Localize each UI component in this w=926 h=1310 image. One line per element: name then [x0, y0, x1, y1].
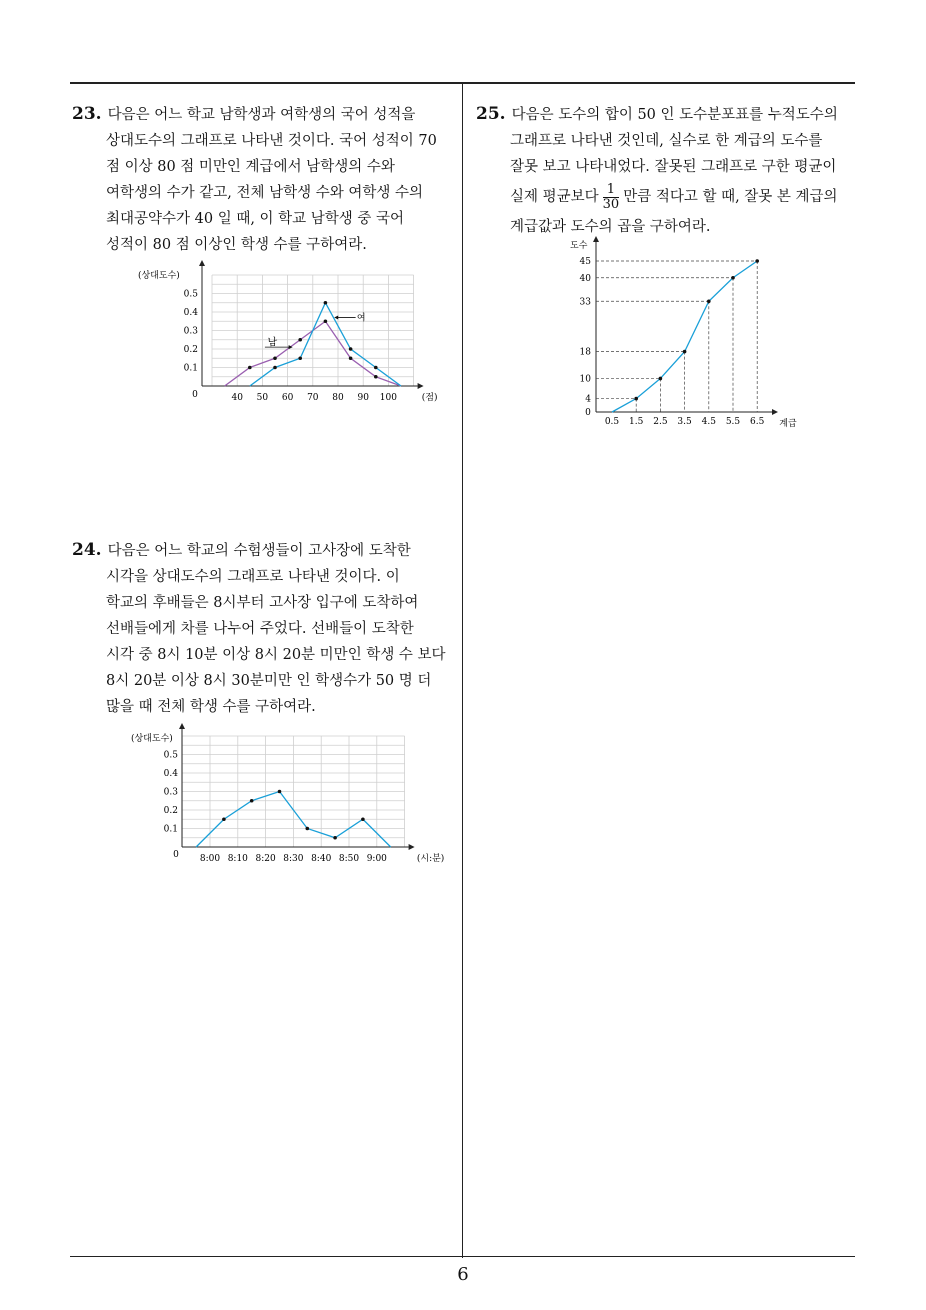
- chart-24-arrival-times: [125, 725, 445, 870]
- problem-24-line-6: 8시 20분 이상 8시 30분미만 인 학생수가 50 명 더: [106, 673, 432, 689]
- x-tick-label: 80: [332, 393, 344, 403]
- x-tick-label: 8:10: [227, 854, 248, 864]
- data-point: [273, 356, 277, 360]
- x-tick-label: 1.5: [629, 417, 644, 427]
- x-tick-label: 8:40: [311, 854, 332, 864]
- y-tick-label: 33: [579, 297, 591, 308]
- x-axis-label: (시:분): [416, 854, 445, 864]
- data-point: [731, 276, 735, 280]
- problem-24-line-2: 시각을 상대도수의 그래프로 나타낸 것이다. 이: [106, 569, 400, 585]
- problem-23-line-5: 최대공약수가 40 일 때, 이 학교 남학생 중 국어: [106, 211, 405, 227]
- y-tick-label: 45: [579, 257, 591, 267]
- origin-label: 0: [173, 850, 179, 860]
- x-tick-label: 8:50: [338, 854, 360, 864]
- data-point: [306, 827, 310, 831]
- bottom-rule: [70, 1256, 855, 1257]
- data-point: [222, 817, 226, 821]
- data-point: [248, 366, 252, 370]
- data-point: [755, 259, 759, 263]
- y-tick-label: 0.5: [163, 750, 178, 761]
- problem-number: 23.: [72, 104, 102, 124]
- y-tick-label: 0.2: [183, 345, 198, 355]
- y-tick-label: 0.5: [183, 289, 198, 300]
- fraction-one-thirtieth: $\frac{1}{30}$: [602, 181, 620, 212]
- problem-25-line-5: 계급값과 도수의 곱을 구하여라.: [510, 219, 711, 235]
- y-tick-label: 0.2: [163, 806, 178, 816]
- data-point: [298, 338, 302, 342]
- data-point: [349, 347, 353, 351]
- data-point: [298, 356, 302, 360]
- x-tick-label: 8:20: [255, 854, 276, 864]
- x-tick-label: 60: [281, 393, 294, 403]
- problem-23-line-1: 23. 다음은 어느 학교 남학생과 여학생의 국어 성적을: [72, 104, 416, 124]
- problem-23: [72, 101, 457, 258]
- problem-25-line-4: 실제 평균보다 $\frac{1}{30}$ 만큼 적다고 할 때, 잘못 본 계급의: [510, 181, 838, 212]
- x-tick-label: 50: [256, 393, 269, 403]
- y-tick-label: 0.1: [163, 824, 178, 835]
- data-point: [374, 366, 378, 370]
- problem-number: 24.: [72, 540, 102, 560]
- y-axis-label: (상대도수): [131, 734, 173, 744]
- x-axis-arrow: [409, 844, 415, 850]
- y-tick-label: 18: [579, 347, 591, 358]
- data-point: [361, 817, 365, 821]
- x-tick-label: 70: [307, 393, 319, 403]
- data-point: [634, 397, 638, 401]
- data-point: [324, 301, 328, 305]
- problem-25: [476, 101, 861, 240]
- problem-24-line-4: 선배들에게 차를 나누어 주었다. 선배들이 도착한: [106, 621, 414, 637]
- problem-25-line-1: 25. 다음은 도수의 합이 50 인 도수분포표를 누적도수의: [476, 104, 838, 124]
- y-axis-label: (상대도수): [138, 271, 180, 281]
- y-tick-label: 0.3: [183, 326, 198, 337]
- origin-label: 0: [192, 390, 198, 400]
- x-axis-label: (점): [421, 393, 438, 403]
- data-point: [324, 319, 328, 323]
- series-label-male: 남: [267, 337, 278, 349]
- y-tick-label: 40: [579, 273, 591, 284]
- problem-23-line-3: 점 이상 80 점 미만인 계급에서 남학생의 수와: [106, 159, 395, 175]
- problem-23-line-6: 성적이 80 점 이상인 학생 수를 구하여라.: [106, 237, 367, 253]
- problem-25-line-3: 잘못 보고 나타내었다. 잘못된 그래프로 구한 평균이: [510, 159, 837, 175]
- data-point: [659, 377, 663, 381]
- chart-23-korean-scores: [130, 262, 438, 412]
- data-point: [250, 799, 254, 803]
- x-axis-arrow: [772, 409, 778, 415]
- data-point: [374, 375, 378, 379]
- problem-24-line-7: 많을 때 전체 학생 수를 구하여라.: [106, 699, 316, 715]
- y-tick-label: 0.4: [183, 308, 198, 318]
- y-tick-label: 4: [585, 394, 591, 405]
- x-tick-label: 8:00: [199, 854, 221, 864]
- origin-label: 0: [585, 408, 591, 418]
- y-axis-arrow: [199, 260, 205, 266]
- data-point: [349, 356, 353, 360]
- x-tick-label: 3.5: [677, 417, 692, 427]
- x-axis-label: 계급: [779, 419, 797, 429]
- x-tick-label: 100: [379, 393, 397, 403]
- y-axis-label: 도수: [570, 241, 588, 251]
- problem-number: 25.: [476, 104, 506, 124]
- y-tick-label: 10: [579, 374, 591, 385]
- problem-24: [72, 537, 457, 720]
- y-tick-label: 0.3: [163, 787, 178, 798]
- x-tick-label: 4.5: [701, 417, 716, 427]
- x-tick-label: 5.5: [725, 417, 741, 427]
- problem-24-line-3: 학교의 후배들은 8시부터 고사장 입구에 도착하여: [106, 595, 419, 611]
- problem-23-line-4: 여학생의 수가 같고, 전체 남학생 수와 여학생 수의: [106, 185, 424, 201]
- data-point: [707, 299, 711, 303]
- column-divider: [462, 84, 463, 1258]
- x-tick-label: 2.5: [653, 417, 668, 427]
- data-point: [273, 366, 277, 370]
- x-tick-label: 0.5: [604, 417, 620, 427]
- y-tick-label: 0.4: [163, 769, 178, 779]
- problem-24-line-1: 24. 다음은 어느 학교의 수험생들이 고사장에 도착한: [72, 540, 411, 560]
- x-tick-label: 8:30: [283, 854, 304, 864]
- y-axis-arrow: [593, 236, 599, 242]
- problem-24-line-5: 시각 중 8시 10분 이상 8시 20분 미만인 학생 수 보다: [106, 647, 446, 663]
- x-tick-label: 6.5: [750, 417, 765, 427]
- x-axis-arrow: [418, 383, 424, 389]
- x-tick-label: 9:00: [366, 854, 387, 864]
- y-tick-label: 0.1: [183, 363, 198, 374]
- x-tick-label: 40: [231, 393, 243, 403]
- data-point: [278, 790, 282, 794]
- problem-23-line-2: 상대도수의 그래프로 나타낸 것이다. 국어 성적이 70: [106, 133, 437, 149]
- x-tick-label: 90: [357, 393, 369, 403]
- page-number: 6: [457, 1264, 469, 1285]
- data-point: [683, 350, 687, 354]
- chart-25-cumulative-frequency: [560, 232, 810, 432]
- data-point: [333, 836, 337, 840]
- series-label-female: 여: [356, 313, 366, 324]
- y-axis-arrow: [179, 723, 185, 729]
- problem-25-line-2: 그래프로 나타낸 것인데, 실수로 한 계급의 도수를: [510, 133, 823, 149]
